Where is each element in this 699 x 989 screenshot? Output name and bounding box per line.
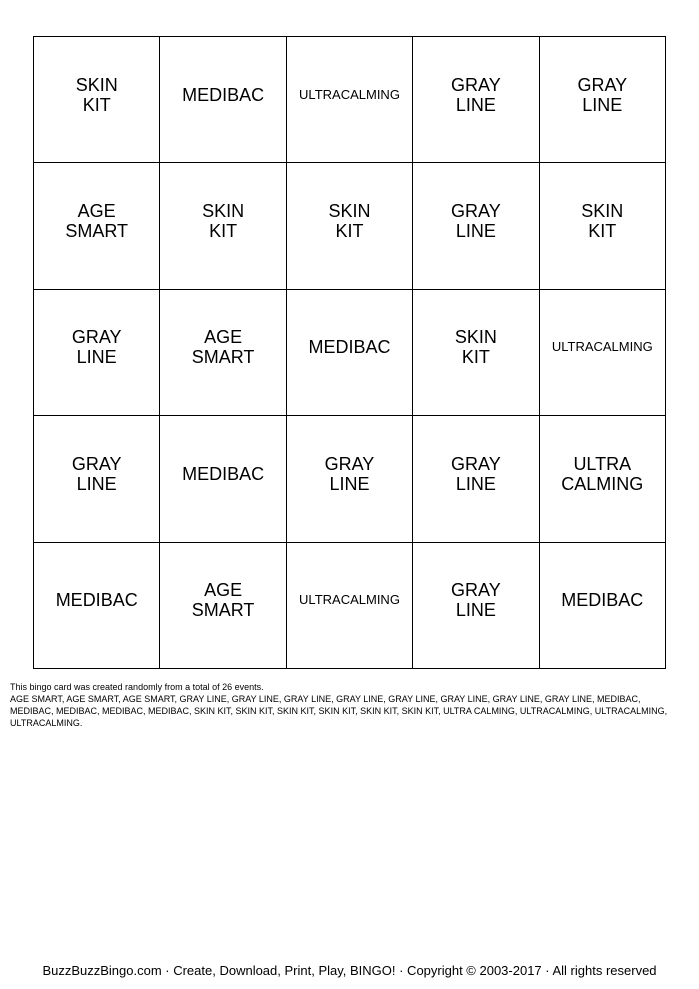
bingo-cell-r1-c1: [34, 37, 160, 163]
bingo-cell-label: MEDIBAC: [182, 463, 265, 484]
bingo-cell-label: ULTRACALMING: [299, 86, 400, 102]
bingo-cell-label: GRAY LINE: [324, 453, 375, 494]
bingo-cell-r5-c4: [413, 543, 539, 669]
bingo-cell-label: GRAY LINE: [451, 580, 501, 621]
bingo-cell-label: GRAY LINE: [577, 74, 628, 115]
bingo-cell-r2-c2: [160, 163, 286, 289]
bingo-cell-r2-c4: [413, 163, 539, 289]
bingo-cell-label: SKIN KIT: [202, 201, 245, 242]
bingo-cell-label: SKIN KIT: [581, 201, 624, 242]
bingo-cell-label: ULTRACALMING: [551, 339, 653, 355]
bingo-cell-r3-c5: [540, 290, 666, 416]
bingo-cell-label: ULTRA CALMING: [561, 453, 644, 494]
bingo-cell-label: MEDIBAC: [561, 590, 644, 611]
bingo-cell-label: AGE SMART: [191, 327, 255, 368]
bingo-cell-r5-c3: [287, 543, 413, 669]
bingo-cell-r5-c1: [34, 543, 160, 669]
bingo-cell-r3-c3: [287, 290, 413, 416]
bingo-cell-label: SKIN KIT: [454, 327, 497, 368]
bingo-cell-r4-c1: [34, 416, 160, 542]
bingo-cell-r5-c2: [160, 543, 286, 669]
events-list: AGE SMART, AGE SMART, AGE SMART, GRAY LINE, GRAY LINE, GRAY LINE, GRAY LINE, GRAY LINE, GRAY LINE, GRAY LINE, GRAY LINE, MEDIBAC, MEDIBAC, MEDIBAC, MEDIBAC, MEDIBAC, SKIN KIT, SKIN KIT, SKIN KIT, SKIN KIT, SKIN KIT, SKIN KIT, ULTRA CALMING, ULTRACALMING, ULTRACALMING, ULTRACALMING.: [10, 694, 668, 728]
bingo-cell-r4-c3: [287, 416, 413, 542]
bingo-cell-label: GRAY LINE: [71, 453, 122, 494]
bingo-cell-label: MEDIBAC: [55, 590, 138, 611]
bingo-cell-r1-c4: [413, 37, 539, 163]
bingo-cell-r4-c4: [413, 416, 539, 542]
bingo-cell-label: GRAY LINE: [71, 327, 122, 368]
footer-copyright: BuzzBuzzBingo.com · Create, Download, Print, Play, BINGO! · Copyright © 2003-2017 · All rights reserved: [42, 963, 657, 978]
bingo-cell-r4-c2: [160, 416, 286, 542]
bingo-cell-r3-c2: [160, 290, 286, 416]
bingo-cell-label: GRAY LINE: [451, 201, 501, 242]
bingo-cell-label: SKIN KIT: [328, 201, 371, 242]
bingo-cell-label: GRAY LINE: [451, 453, 501, 494]
bingo-cell-r1-c3: [287, 37, 413, 163]
bingo-cell-label: AGE SMART: [191, 580, 255, 621]
bingo-cell-r1-c2: [160, 37, 286, 163]
bingo-cell-r3-c1: [34, 290, 160, 416]
bingo-cell-r2-c1: [34, 163, 160, 289]
created-note: This bingo card was created randomly from a total of 26 events.: [10, 682, 264, 692]
bingo-card: [33, 36, 666, 669]
bingo-cell-r5-c5: [540, 543, 666, 669]
card-info: [10, 681, 682, 729]
bingo-cell-label: GRAY LINE: [451, 74, 501, 115]
bingo-cell-r1-c5: [540, 37, 666, 163]
bingo-cell-r2-c3: [287, 163, 413, 289]
bingo-cell-label: SKIN KIT: [75, 74, 118, 115]
bingo-cell-label: MEDIBAC: [182, 84, 265, 105]
bingo-cell-label: ULTRACALMING: [299, 592, 400, 608]
bingo-cell-r2-c5: [540, 163, 666, 289]
bingo-cell-r3-c4: [413, 290, 539, 416]
bingo-cell-label: AGE SMART: [65, 201, 129, 242]
bingo-cell-r4-c5: [540, 416, 666, 542]
bingo-cell-label: MEDIBAC: [308, 337, 391, 358]
